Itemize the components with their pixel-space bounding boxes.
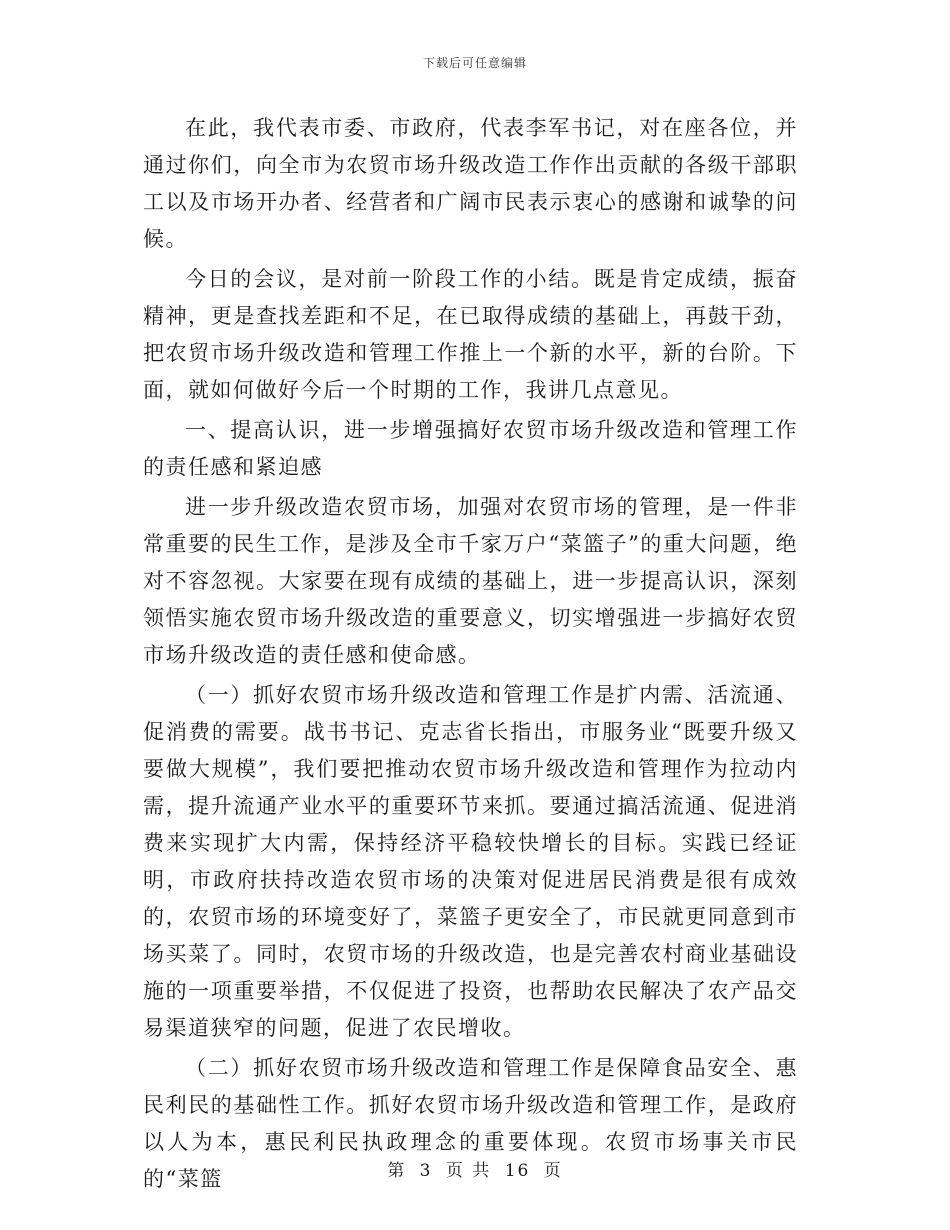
body-text: [143, 110, 798, 1198]
footer-prefix: 第: [387, 1161, 407, 1181]
paragraph-subsection-1: （一）抓好农贸市场升级改造和管理工作是扩内需、活流通、促消费的需要。战书书记、克志省长指出，市服务业“既要升级又要做大规模”，我们要把推动农贸市场升级改造和管理作为拉动内需，提升流通产业水平的重要环节来抓。要通过搞活流通、促进消费来实现扩大内需，保持经济平稳较快增长的目标。实践已经证明，市政府扶持改造农贸市场的决策对促进居民消费是很有成效的，农贸市场的环境变好了，菜篮子更安全了，市民就更同意到市场买菜了。同时，农贸市场的升级改造，也是完善农村商业基础设施的一项重要举措，不仅促进了投资，也帮助农民解决了农产品交易渠道狭窄的问题，促进了农民增收。: [143, 683, 798, 1040]
footer-total-pages: 16: [504, 1161, 531, 1181]
header-note: 下载后可任意编辑: [422, 56, 527, 70]
paragraph-greeting: 在此，我代表市委、市政府，代表李军书记，对在座各位，并通过你们，向全市为农贸市场升级改造工作作出贡献的各级干部职工以及市场开办者、经营者和广阔市民表示衷心的感谢和诚挚的问候。: [143, 116, 798, 251]
footer-suffix: 页: [543, 1161, 563, 1181]
paragraph-section-1-intro: 进一步升级改造农贸市场，加强对农贸市场的管理，是一件非常重要的民生工作，是涉及全市千家万户“菜篮子”的重大问题，绝对不容忽视。大家要在现有成绩的基础上，进一步提高认识，深刻领悟实施农贸市场升级改造的重要意义，切实增强进一步搞好农贸市场升级改造的责任感和使命感。: [143, 495, 798, 667]
footer-middle: 页 共: [445, 1161, 492, 1181]
section-heading-1: 一、提高认识，进一步增强搞好农贸市场升级改造和管理工作的责任感和紧迫感: [143, 418, 798, 479]
page-footer: [0, 1156, 950, 1181]
paragraph-meeting-summary: 今日的会议，是对前一阶段工作的小结。既是肯定成绩，振奋精神，更是查找差距和不足，在已取得成绩的基础上，再鼓干劲，把农贸市场升级改造和管理工作推上一个新的水平，新的台阶。下面，就如何做好今后一个时期的工作，我讲几点意见。: [143, 267, 798, 402]
paragraph-subsection-2: （二）抓好农贸市场升级改造和管理工作是保障食品安全、惠民利民的基础性工作。抓好农贸市场升级改造和管理工作，是政府以人为本，惠民利民执政理念的重要体现。农贸市场事关市民的“菜篮: [143, 1056, 798, 1191]
footer-page-number: 3: [419, 1161, 433, 1181]
